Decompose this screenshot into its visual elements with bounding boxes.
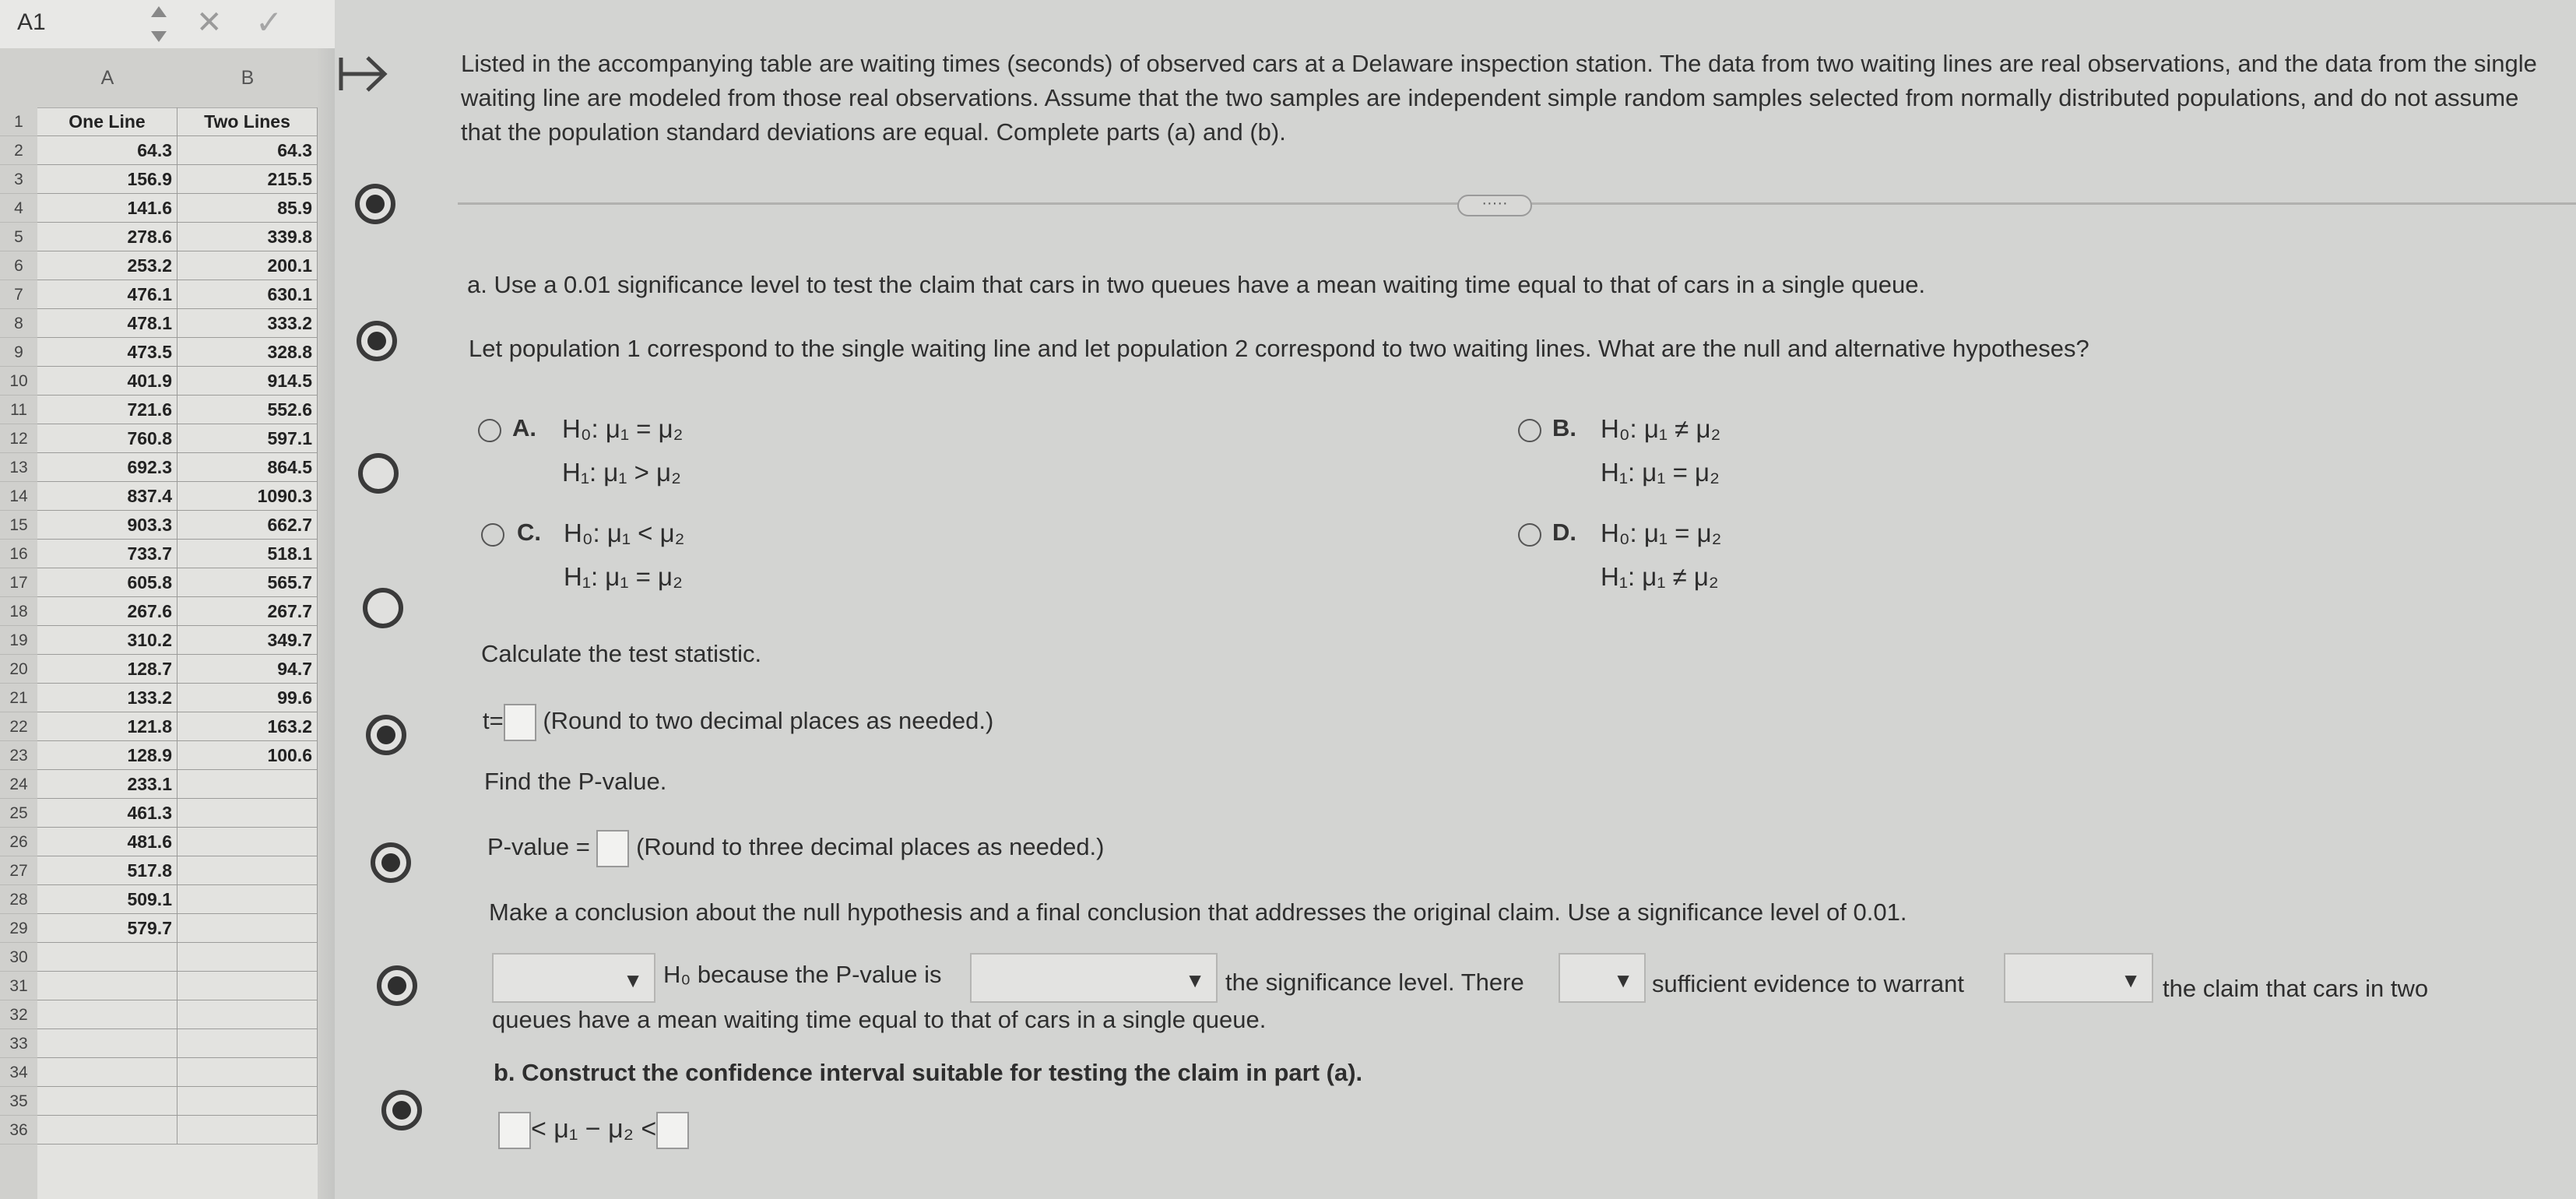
table-cell[interactable]: 156.9 <box>37 165 177 194</box>
table-cell[interactable]: 133.2 <box>37 684 177 712</box>
nav-radio-icon[interactable] <box>358 453 399 494</box>
nav-radio-icon[interactable] <box>371 842 411 883</box>
population-text: Let population 1 correspond to the single waiting line and let population 2 correspond to two waiting lines. What are the null and alternative hypotheses? <box>469 335 2089 362</box>
table-cell[interactable]: 518.1 <box>177 540 318 568</box>
table-cell[interactable]: 85.9 <box>177 194 318 223</box>
cancel-icon[interactable]: ✕ <box>196 5 223 40</box>
t-input[interactable] <box>504 704 536 741</box>
t-hint: (Round to two decimal places as needed.) <box>543 707 994 735</box>
divider <box>318 48 335 1199</box>
dropdown-arrow-icon: ▼ <box>1613 969 1633 992</box>
table-cell[interactable]: 692.3 <box>37 453 177 482</box>
table-cell[interactable]: 94.7 <box>177 655 318 684</box>
ci-upper-input[interactable] <box>656 1112 689 1149</box>
ci-middle: < μ₁ − μ₂ < <box>531 1113 657 1144</box>
t-label: t= <box>483 707 504 735</box>
table-cell[interactable]: 128.9 <box>37 741 177 770</box>
ci-lower-input[interactable] <box>498 1112 531 1149</box>
table-cell[interactable]: 517.8 <box>37 856 177 885</box>
table-cell[interactable]: 349.7 <box>177 626 318 655</box>
conclusion-claim-text: the claim that cars in two <box>2163 975 2429 1002</box>
table-cell[interactable]: 733.7 <box>37 540 177 568</box>
row-number[interactable]: 22 <box>0 712 37 741</box>
spreadsheet-panel <box>0 0 335 1199</box>
table-cell[interactable]: 903.3 <box>37 511 177 540</box>
option-b-h0: H₀: μ₁ ≠ μ₂ <box>1601 414 1721 443</box>
table-cell[interactable] <box>177 1058 318 1087</box>
cell-reference[interactable]: A1 <box>17 9 46 35</box>
nav-radio-icon[interactable] <box>355 184 395 224</box>
nav-radio-icon[interactable] <box>363 588 403 628</box>
option-c-radio[interactable] <box>481 523 504 547</box>
table-cell[interactable] <box>177 943 318 972</box>
t-row <box>483 704 993 741</box>
row-number[interactable]: 12 <box>0 424 37 453</box>
expand-more-button[interactable]: ····· <box>1457 195 1532 216</box>
table-cell[interactable]: 473.5 <box>37 338 177 367</box>
row-number[interactable]: 4 <box>0 194 37 223</box>
table-cell[interactable]: 481.6 <box>37 828 177 856</box>
row-number[interactable]: 7 <box>0 280 37 309</box>
table-cell[interactable] <box>177 1029 318 1058</box>
row-number[interactable]: 10 <box>0 367 37 396</box>
table-cell[interactable]: 64.3 <box>37 136 177 165</box>
option-c-letter: C. <box>517 519 541 546</box>
table-cell[interactable]: One Line <box>37 107 177 136</box>
option-a-h0: H₀: μ₁ = μ₂ <box>562 414 684 443</box>
table-cell[interactable]: 401.9 <box>37 367 177 396</box>
table-cell[interactable]: 267.6 <box>37 597 177 626</box>
pvalue-compare-dropdown[interactable] <box>970 953 1218 1003</box>
sheet-grid <box>0 48 318 1199</box>
table-cell[interactable]: 1090.3 <box>177 482 318 511</box>
null-decision-dropdown[interactable] <box>492 953 655 1003</box>
table-cell[interactable]: 163.2 <box>177 712 318 741</box>
table-cell[interactable]: 630.1 <box>177 280 318 309</box>
table-cell[interactable] <box>37 972 177 1000</box>
table-cell[interactable]: 565.7 <box>177 568 318 597</box>
claim-action-dropdown[interactable] <box>2004 953 2153 1003</box>
column-header-b[interactable]: B <box>241 67 255 89</box>
stepper-icon[interactable] <box>148 3 170 45</box>
table-cell[interactable] <box>177 856 318 885</box>
table-cell[interactable]: 662.7 <box>177 511 318 540</box>
row-number[interactable]: 34 <box>0 1058 37 1087</box>
row-number[interactable]: 19 <box>0 626 37 655</box>
nav-radio-icon[interactable] <box>381 1090 422 1130</box>
table-cell[interactable]: 864.5 <box>177 453 318 482</box>
table-cell[interactable]: Two Lines <box>177 107 318 136</box>
table-cell[interactable] <box>177 1087 318 1116</box>
table-cell[interactable]: 233.1 <box>37 770 177 799</box>
table-cell[interactable] <box>37 1058 177 1087</box>
row-number[interactable]: 23 <box>0 741 37 770</box>
table-cell[interactable] <box>177 828 318 856</box>
option-d-letter: D. <box>1552 519 1576 546</box>
table-cell[interactable]: 605.8 <box>37 568 177 597</box>
row-number[interactable]: 32 <box>0 1000 37 1029</box>
table-cell[interactable]: 333.2 <box>177 309 318 338</box>
row-number[interactable]: 31 <box>0 972 37 1000</box>
column-header-a[interactable]: A <box>100 67 114 89</box>
option-d-h0: H₀: μ₁ = μ₂ <box>1601 519 1722 547</box>
arrow-right-icon[interactable] <box>335 47 389 101</box>
p-hint: (Round to three decimal places as needed.) <box>636 833 1105 861</box>
row-number[interactable]: 17 <box>0 568 37 597</box>
table-cell[interactable]: 141.6 <box>37 194 177 223</box>
dropdown-arrow-icon: ▼ <box>1185 969 1205 992</box>
table-cell[interactable]: 121.8 <box>37 712 177 741</box>
evidence-dropdown[interactable] <box>1559 953 1646 1003</box>
calc-stat-text: Calculate the test statistic. <box>481 640 762 667</box>
row-number[interactable]: 26 <box>0 828 37 856</box>
row-number[interactable]: 1 <box>0 107 37 136</box>
row-number[interactable]: 15 <box>0 511 37 540</box>
table-cell[interactable]: 253.2 <box>37 251 177 280</box>
row-number[interactable]: 29 <box>0 914 37 943</box>
table-cell[interactable]: 339.8 <box>177 223 318 251</box>
table-cell[interactable]: 310.2 <box>37 626 177 655</box>
table-cell[interactable]: 200.1 <box>177 251 318 280</box>
row-number[interactable]: 20 <box>0 655 37 684</box>
table-cell[interactable] <box>37 1116 177 1144</box>
table-cell[interactable] <box>177 1116 318 1144</box>
table-cell[interactable] <box>177 799 318 828</box>
table-cell[interactable]: 914.5 <box>177 367 318 396</box>
row-number[interactable]: 28 <box>0 885 37 914</box>
nav-radio-icon[interactable] <box>366 715 406 755</box>
table-cell[interactable] <box>177 914 318 943</box>
table-cell[interactable]: 99.6 <box>177 684 318 712</box>
row-number[interactable]: 16 <box>0 540 37 568</box>
table-cell[interactable]: 64.3 <box>177 136 318 165</box>
table-cell[interactable] <box>37 1087 177 1116</box>
row-number[interactable]: 21 <box>0 684 37 712</box>
table-cell[interactable]: 579.7 <box>37 914 177 943</box>
option-a-h1: H₁: μ₁ > μ₂ <box>562 458 681 487</box>
find-p-text: Find the P-value. <box>484 768 667 795</box>
table-cell[interactable] <box>177 972 318 1000</box>
table-cell[interactable] <box>177 770 318 799</box>
row-number[interactable]: 3 <box>0 165 37 194</box>
table-cell[interactable] <box>37 1000 177 1029</box>
p-row <box>487 830 1105 867</box>
table-cell[interactable]: 128.7 <box>37 655 177 684</box>
option-d-radio[interactable] <box>1518 523 1541 547</box>
option-b-letter: B. <box>1552 414 1576 441</box>
row-number[interactable]: 36 <box>0 1116 37 1144</box>
nav-radio-icon[interactable] <box>377 965 417 1006</box>
table-cell[interactable]: 837.4 <box>37 482 177 511</box>
row-number[interactable]: 9 <box>0 338 37 367</box>
ci-row <box>498 1112 689 1149</box>
table-cell[interactable]: 461.3 <box>37 799 177 828</box>
table-cell[interactable]: 597.1 <box>177 424 318 453</box>
row-number[interactable]: 24 <box>0 770 37 799</box>
row-number[interactable]: 8 <box>0 309 37 338</box>
table-cell[interactable] <box>177 1000 318 1029</box>
row-number[interactable]: 5 <box>0 223 37 251</box>
conclusion-line2: queues have a mean waiting time equal to that of cars in a single queue. <box>492 1006 1267 1033</box>
option-c-h1: H₁: μ₁ = μ₂ <box>564 562 683 591</box>
table-cell[interactable]: 100.6 <box>177 741 318 770</box>
row-number[interactable]: 6 <box>0 251 37 280</box>
row-number[interactable]: 35 <box>0 1087 37 1116</box>
question-intro: Listed in the accompanying table are waiting times (seconds) of observed cars at a Delaware inspection station. The data from two waiting lines are real observations, and the data from the single waiting line are modeled from those real observations. Assume that the two samples are independent simple random samples selected from normally distributed populations, and do not assume that the population standard deviations are equal. Complete parts (a) and (b). <box>461 50 2537 146</box>
table-cell[interactable]: 328.8 <box>177 338 318 367</box>
conclusion-h0-text: H₀ because the P-value is <box>663 961 942 988</box>
option-b-radio[interactable] <box>1518 419 1541 442</box>
table-cell[interactable]: 509.1 <box>37 885 177 914</box>
row-number[interactable]: 14 <box>0 482 37 511</box>
option-a-radio[interactable] <box>478 419 501 442</box>
table-cell[interactable]: 267.7 <box>177 597 318 626</box>
option-a-letter: A. <box>512 414 536 441</box>
conclusion-sig-text: the significance level. There <box>1225 969 1524 996</box>
table-cell[interactable]: 215.5 <box>177 165 318 194</box>
row-number-column <box>0 107 37 1199</box>
dropdown-arrow-icon: ▼ <box>623 969 643 992</box>
row-number[interactable]: 13 <box>0 453 37 482</box>
option-d-h1: H₁: μ₁ ≠ μ₂ <box>1601 562 1719 591</box>
table-cell[interactable]: 478.1 <box>37 309 177 338</box>
table-cell[interactable]: 552.6 <box>177 396 318 424</box>
row-number[interactable]: 18 <box>0 597 37 626</box>
table-cell[interactable] <box>37 1029 177 1058</box>
row-number[interactable]: 27 <box>0 856 37 885</box>
p-value-input[interactable] <box>596 830 629 867</box>
row-number[interactable]: 33 <box>0 1029 37 1058</box>
table-cell[interactable] <box>37 943 177 972</box>
conclusion-prompt: Make a conclusion about the null hypothesis and a final conclusion that addresses the original claim. Use a significance level of 0.01. <box>489 898 1907 926</box>
column-header-row <box>0 48 318 108</box>
table-cell[interactable]: 760.8 <box>37 424 177 453</box>
row-number[interactable]: 25 <box>0 799 37 828</box>
dropdown-arrow-icon: ▼ <box>2121 969 2141 992</box>
table-cell[interactable]: 476.1 <box>37 280 177 309</box>
conclusion-evidence-text: sufficient evidence to warrant <box>1652 970 1964 997</box>
part-b-text: b. Construct the confidence interval suitable for testing the claim in part (a). <box>494 1059 1363 1086</box>
row-number[interactable]: 2 <box>0 136 37 165</box>
p-label: P-value = <box>487 833 590 861</box>
checkmark-icon[interactable]: ✓ <box>255 4 283 40</box>
row-number[interactable]: 30 <box>0 943 37 972</box>
nav-radio-icon[interactable] <box>357 321 397 361</box>
row-number[interactable]: 11 <box>0 396 37 424</box>
table-cell[interactable]: 721.6 <box>37 396 177 424</box>
option-b-h1: H₁: μ₁ = μ₂ <box>1601 458 1720 487</box>
table-cell[interactable]: 278.6 <box>37 223 177 251</box>
table-cell[interactable] <box>177 885 318 914</box>
option-c-h0: H₀: μ₁ < μ₂ <box>564 519 685 547</box>
part-a-text: a. Use a 0.01 significance level to test the claim that cars in two queues have a mean waiting time equal to that of cars in a single queue. <box>467 271 1926 298</box>
formula-bar <box>0 0 335 50</box>
